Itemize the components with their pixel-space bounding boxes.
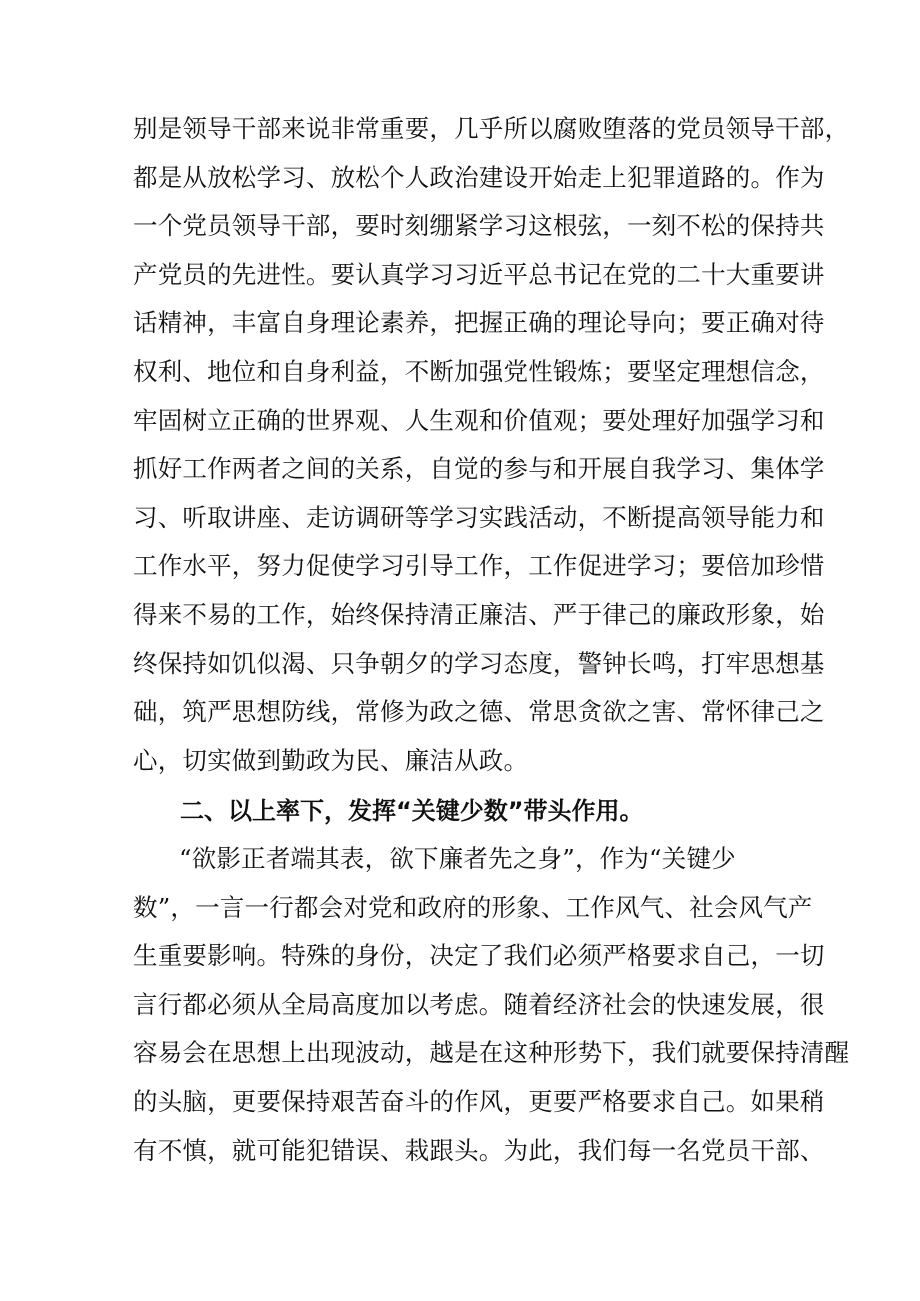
paragraph-line: “欲影正者端其表，欲下廉者先之身”，作为“关键少	[179, 844, 736, 873]
paragraph-line: 习、听取讲座、走访调研等学习实践活动，不断提高领导能力和	[133, 502, 825, 532]
paragraph-line: 言行都必须从全局高度加以考虑。随着经济社会的快速发展，很	[133, 989, 825, 1019]
paragraph-line: 心，切实做到勤政为民、廉洁从政。	[133, 745, 529, 775]
paragraph-line: 话精神，丰富自身理论素养，把握正确的理论导向；要正确对待	[133, 308, 825, 338]
paragraph-line: 础，筑严思想防线，常修为政之德、常思贪欲之害、常怀律己之	[133, 697, 825, 727]
paragraph-line: 牢固树立正确的世界观、人生观和价值观；要处理好加强学习和	[133, 405, 825, 435]
section-heading: 二、以上率下，发挥“关键少数”带头作用。	[180, 797, 644, 825]
paragraph-2	[133, 835, 850, 1175]
paragraph-line: 一个党员领导干部，要时刻绷紧学习这根弦，一刻不松的保持共	[133, 211, 825, 241]
paragraph-line: 都是从放松学习、放松个人政治建设开始走上犯罪道路的。作为	[133, 162, 825, 192]
paragraph-line: 容易会在思想上出现波动，越是在这种形势下，我们就要保持清醒	[133, 1038, 850, 1068]
paragraph-line: 得来不易的工作，始终保持清正廉洁、严于律己的廉政形象，始	[133, 599, 825, 629]
paragraph-line: 工作水平，努力促使学习引导工作，工作促进学习；要倍加珍惜	[133, 551, 825, 581]
paragraph-line: 的头脑，更要保持艰苦奋斗的作风，更要严格要求自己。如果稍	[133, 1086, 825, 1116]
paragraph-line: 终保持如饥似渴、只争朝夕的学习态度，警钟长鸣，打牢思想基	[133, 648, 825, 678]
paragraph-1	[133, 105, 850, 785]
paragraph-line: 抓好工作两者之间的关系，自觉的参与和开展自我学习、集体学	[133, 454, 825, 484]
paragraph-line: 生重要影响。特殊的身份，决定了我们必须严格要求自己，一切	[133, 941, 825, 971]
paragraph-line: 数”，一言一行都会对党和政府的形象、工作风气、社会风气产	[133, 892, 813, 922]
paragraph-line: 别是领导干部来说非常重要，几乎所以腐败堕落的党员领导干部，	[133, 114, 850, 143]
paragraph-line: 有不慎，就可能犯错误、栽跟头。为此，我们每一名党员干部、	[133, 1135, 825, 1165]
paragraph-line: 权利、地位和自身利益，不断加强党性锻炼；要坚定理想信念，	[133, 356, 825, 386]
paragraph-line: 产党员的先进性。要认真学习习近平总书记在党的二十大重要讲	[133, 259, 825, 289]
